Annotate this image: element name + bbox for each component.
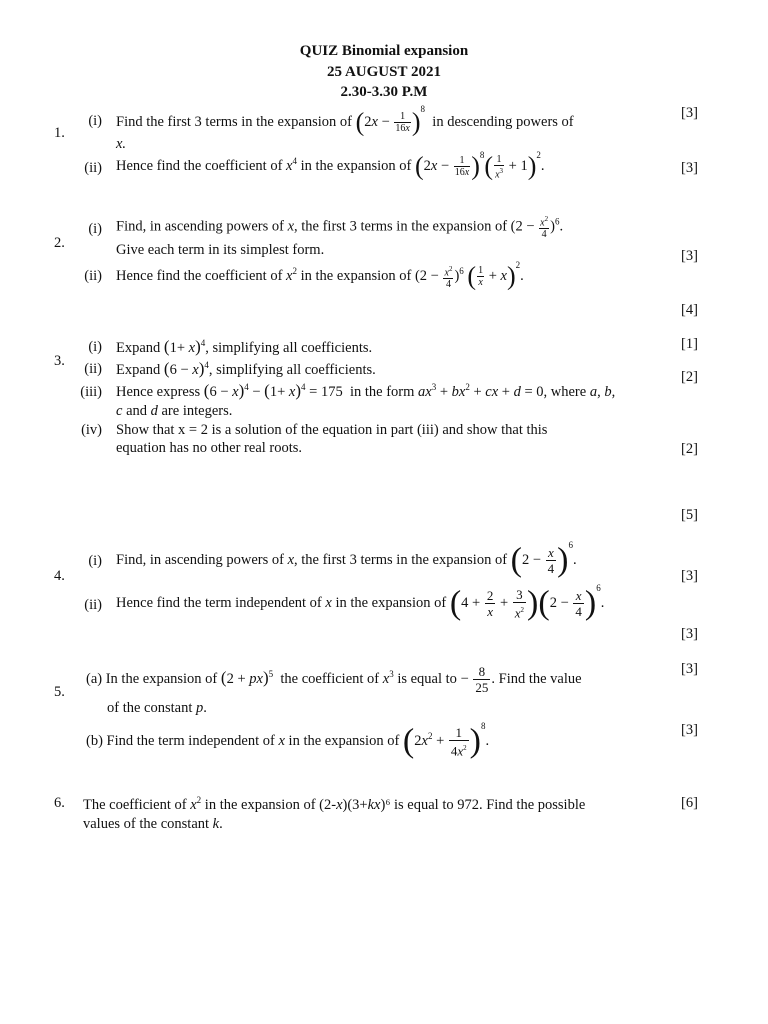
q3-total-marks: [5] — [681, 507, 698, 523]
q1-part-i-label: (i) — [88, 113, 102, 129]
q6-marks: [6] — [681, 795, 698, 811]
q3-part-iii-text-cont: c and d are integers. — [116, 403, 233, 419]
q6-text: The coefficient of $x^2$ in the expansion of (2-x)(3+kx)⁶ is equal to 972. Find the possible — [83, 795, 586, 813]
q3-part-i-marks: [1] — [681, 336, 698, 352]
quiz-title: QUIZ Binomial expansion — [299, 43, 469, 59]
q5-part-a-text: (a) In the expansion of (2 + px)$^5$ the coefficient of $x^3$ is equal to − $\frac{8}{25}$ . Find the value — [86, 664, 582, 695]
q3-part-ii-label: (ii) — [84, 361, 102, 377]
q3-part-iv-marks: [2] — [681, 441, 698, 457]
q1-part-i-text-cont: x. — [116, 136, 127, 152]
question-2-number: 2. — [54, 235, 65, 251]
q3-part-ii-text: Expand $(6 - x)^4$, simplifying all coefficients. — [116, 359, 376, 378]
q3-part-ii-marks: [2] — [681, 369, 698, 385]
q1-part-ii-text: Hence find the coefficient of $x^4$ in the expansion of (2x − $\frac{1}{16x}$ )$^8$( $\frac{1}{x^3}$ + 1)$^2$. — [116, 150, 545, 181]
q3-part-iv-label: (iv) — [81, 422, 102, 438]
q1-part-ii-marks: [3] — [681, 160, 698, 176]
q4-part-i-marks: [3] — [681, 568, 698, 584]
q4-part-i-label: (i) — [88, 553, 102, 569]
q3-part-iv-text-cont: equation has no other real roots. — [116, 440, 303, 456]
q2-part-i-marks: [3] — [681, 248, 698, 264]
quiz-time: 2.30-3.30 P.M — [340, 84, 428, 100]
q4-part-ii-label: (ii) — [84, 597, 102, 613]
q2-part-i-label: (i) — [88, 221, 102, 237]
q1-expression: (2x − $\frac{1}{16x}$ )$^8$ — [355, 104, 426, 137]
q4-part-ii-text: Hence find the term independent of x in the expansion of (4 + $\frac{2}{x}$ + $\frac{3}{x^2}$ )(2 − $\frac{x}{4}$ )$^6$. — [116, 583, 605, 622]
q2-part-i-text: Find, in ascending powers of x, the first 3 terms in the expansion of (2 − $\frac{x^2}{4}$ )$^6$. — [116, 215, 564, 241]
question-6-number: 6. — [54, 795, 65, 811]
q1-part-ii-label: (ii) — [84, 160, 102, 176]
q6-text-cont: values of the constant k. — [83, 816, 223, 832]
q2-part-ii-marks: [4] — [681, 302, 698, 318]
question-5-number: 5. — [54, 684, 65, 700]
q2-part-ii-text: Hence find the coefficient of $x^2$ in the expansion of (2 − $\frac{x^2}{4}$ )$^6$ ( $\frac{1}{x}$ + x)$^2$. — [116, 260, 524, 291]
q3-part-iii-label: (iii) — [80, 384, 102, 400]
q1-part-i-text: Find the first 3 terms in the expansion of (2x − $\frac{1}{16x}$ )$^8$ in descending powers of — [116, 104, 574, 137]
q2-part-ii-label: (ii) — [84, 268, 102, 284]
q5-part-b-marks: [3] — [681, 722, 698, 738]
quiz-date: 25 AUGUST 2021 — [327, 64, 441, 80]
q3-part-i-label: (i) — [88, 339, 102, 355]
q3-part-i-text: Expand $(1+ x)^4$, simplifying all coefficients. — [116, 337, 373, 356]
q5-part-b-text: (b) Find the term independent of x in the expansion of ($2x^2$ + $\frac{1}{4x^2}$ )$^8$. — [86, 721, 490, 760]
q3-part-iii-text: Hence express $(6 - x)^4 - (1+ x)^4 = 175$ in the form $ax^3 + bx^2$ + cx + d = 0, where a, b, — [116, 381, 616, 400]
q1-part-i-marks: [3] — [681, 105, 698, 121]
q5-part-a-marks: [3] — [681, 661, 698, 677]
question-1-number: 1. — [54, 125, 65, 141]
question-4-number: 4. — [54, 568, 65, 584]
q4-part-i-text: Find, in ascending powers of x, the first 3 terms in the expansion of (2 − $\frac{x}{4}$ )$^6$. — [116, 540, 577, 579]
q3-part-iv-text: Show that x = 2 is a solution of the equation in part (iii) and show that this — [116, 422, 548, 438]
question-3-number: 3. — [54, 353, 65, 369]
q5-part-a-text-cont: of the constant p. — [107, 700, 207, 716]
q1-ii-expression: (2x − $\frac{1}{16x}$ )$^8$( $\frac{1}{x^3}$ + 1)$^2$. — [414, 150, 545, 181]
q2-part-i-text-cont: Give each term in its simplest form. — [116, 242, 325, 258]
q4-part-ii-marks: [3] — [681, 626, 698, 642]
